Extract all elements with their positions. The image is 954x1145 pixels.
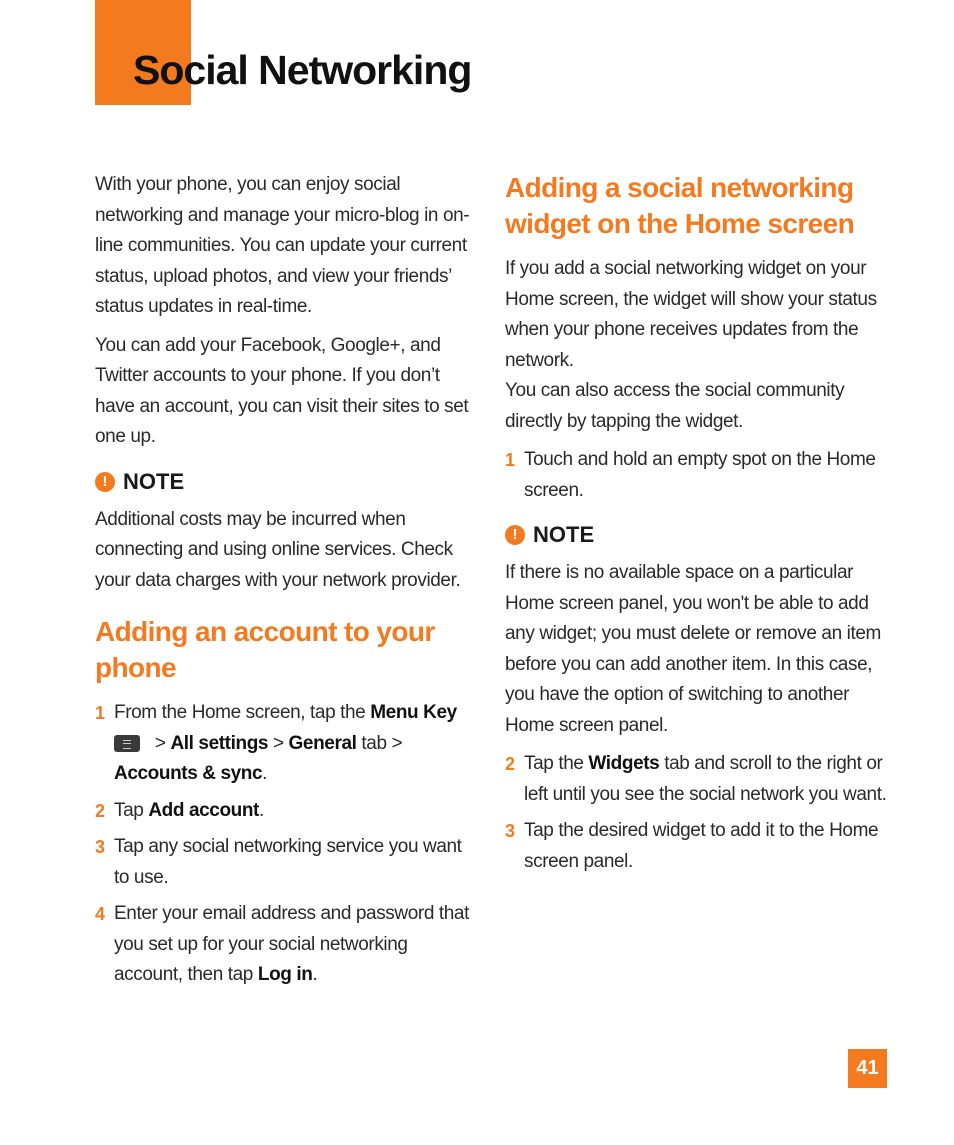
section-title-add-account: Adding an account to your phone <box>95 616 435 683</box>
list-item <box>95 832 475 893</box>
intro-paragraph-1: With your phone, you can enjoy social networking and manage your micro-blog in on-line communities. You can update your current status, upload photos, and view your friends’ status updates in real-time. <box>95 174 470 317</box>
step-text: From the Home screen, tap the Menu Key > All settings > General tab > Accounts & sync. <box>114 702 457 784</box>
note-heading <box>505 522 895 548</box>
add-account-label: Add account <box>148 799 259 821</box>
widgets-label: Widgets <box>588 753 660 774</box>
exclamation-circle-icon: ! <box>505 525 525 545</box>
step-text: Tap Add account. <box>114 799 264 821</box>
step-number: 1 <box>95 703 106 723</box>
list-item <box>505 816 895 877</box>
note-label: NOTE <box>533 522 595 547</box>
step-text: Tap the desired widget to add it to the Home screen panel. <box>524 820 879 872</box>
note-text: If there is no available space on a particular Home screen panel, you won't be able to add any widget; you must delete or remove an item before you can add another item. In this case, you have the option of switching to another Home screen panel. <box>505 562 881 736</box>
right-column <box>505 170 895 883</box>
step-text: Touch and hold an empty spot on the Home screen. <box>524 449 876 501</box>
step-number: 2 <box>95 800 106 821</box>
section-title-add-widget: Adding a social networking widget on the Home screen <box>505 172 855 239</box>
step-text: Enter your email address and password that you set up for your social networking account, then tap Log in. <box>114 903 469 985</box>
list-item <box>505 445 895 506</box>
menu-key-icon <box>114 735 140 752</box>
step-number: 4 <box>95 904 106 924</box>
step-number: 3 <box>95 837 106 857</box>
menu-key-label: Menu Key <box>370 702 457 723</box>
list-item <box>505 749 895 810</box>
step-text: Tap the Widgets tab and scroll to the right or left until you see the social network you want. <box>524 753 887 805</box>
widget-intro-1: If you add a social networking widget on your Home screen, the widget will show your status when your phone receives updates from the network. <box>505 258 877 371</box>
widget-intro-2: You can also access the social community directly by tapping the widget. <box>505 380 845 432</box>
exclamation-circle-icon: ! <box>95 472 115 492</box>
left-column <box>95 170 475 997</box>
list-item <box>95 899 475 991</box>
step-number: 2 <box>505 754 516 774</box>
log-in-label: Log in <box>257 964 313 985</box>
accounts-sync-label: Accounts & sync <box>114 763 263 784</box>
list-item <box>95 698 475 790</box>
note-heading <box>95 469 475 495</box>
all-settings-label: All settings <box>170 732 269 754</box>
intro-paragraph-2: You can add your Facebook, Google+, and Twitter accounts to your phone. If you don’t have an account, you can visit their sites to set one up. <box>95 334 469 447</box>
general-label: General <box>288 732 357 754</box>
step-number: 1 <box>505 450 516 470</box>
note-text: Additional costs may be incurred when connecting and using online services. Check your data charges with your network provider. <box>95 508 461 591</box>
step-text: Tap any social networking service you want to use. <box>114 836 462 888</box>
page-title: Social Networking <box>133 47 472 93</box>
list-item <box>95 796 475 827</box>
step-number: 3 <box>505 821 516 841</box>
note-label: NOTE <box>123 468 185 494</box>
page-number: 41 <box>848 1049 887 1088</box>
